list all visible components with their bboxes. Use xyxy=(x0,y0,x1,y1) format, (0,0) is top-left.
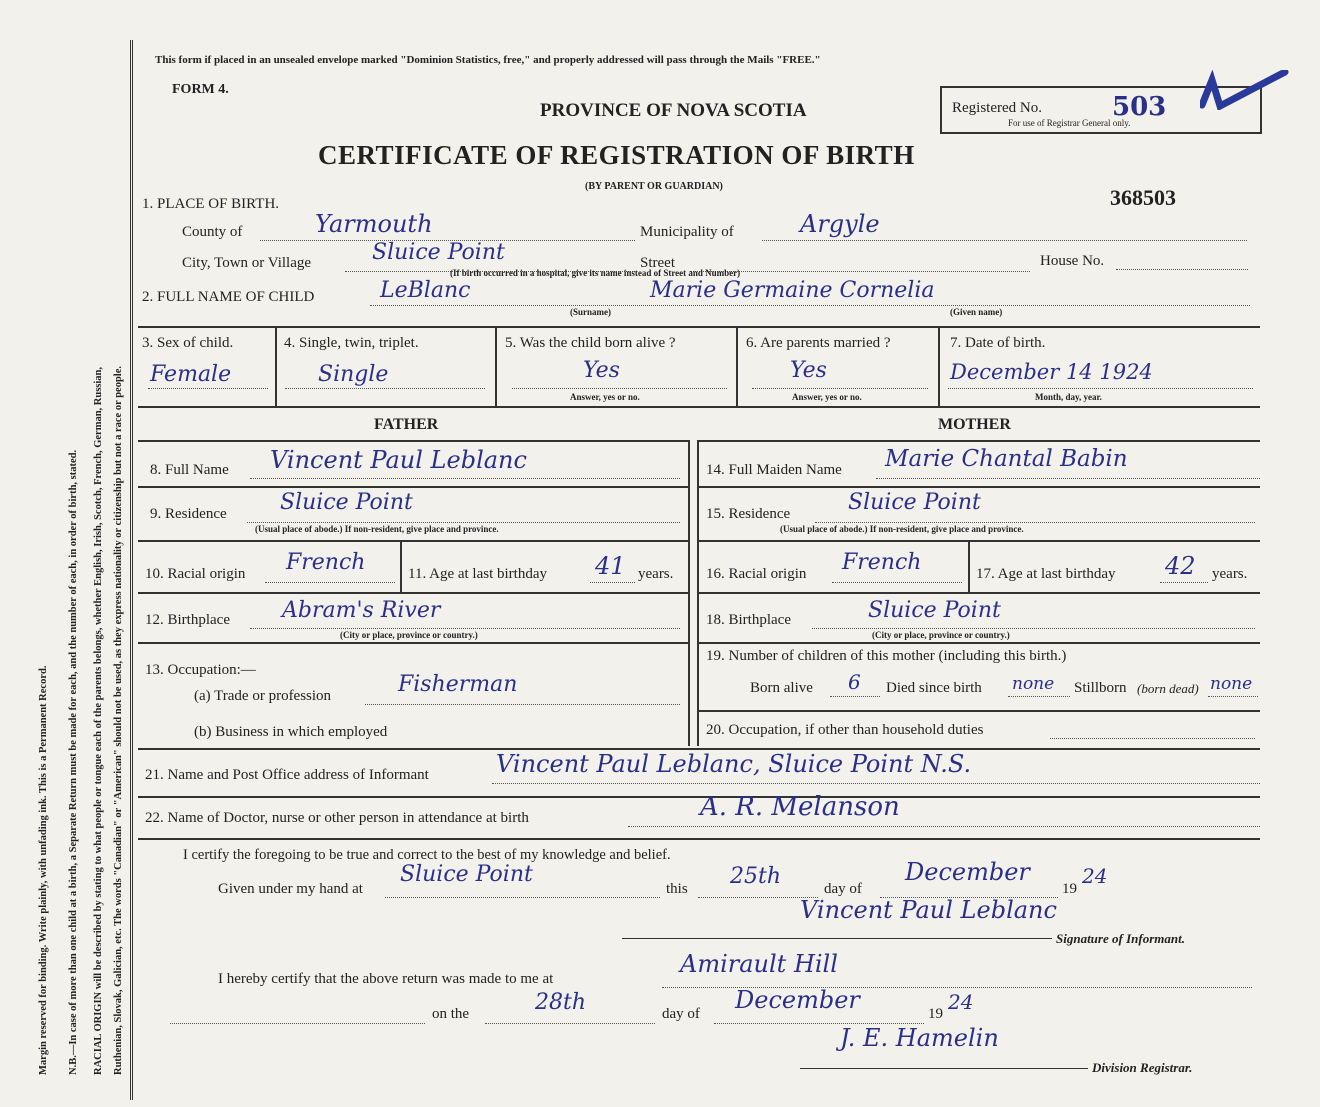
margin-note-2: N.B.—In case of more than one child at a birth, a Separate Return must be made for each, and the number of each, in order of birth, stated. xyxy=(68,449,79,1075)
father-age: 41 xyxy=(595,552,626,580)
margin-note-3: RACIAL ORIGIN will be described by stating to what people or tongue each of the parents belongs, whether English, Irish, Scotch, French, German, Russian, xyxy=(93,366,104,1075)
child-name-label: 2. FULL NAME OF CHILD xyxy=(142,289,315,305)
mother-birthplace-note: (City or place, province or country.) xyxy=(872,630,1010,640)
father-birthplace-label: 12. Birthplace xyxy=(145,612,230,628)
stillborn-note: (born dead) xyxy=(1137,681,1199,696)
mother-residence-note: (Usual place of abode.) If non-resident, give place and province. xyxy=(780,524,1024,534)
sex-label: 3. Sex of child. xyxy=(142,335,234,351)
on-the-label: on the xyxy=(432,1006,470,1022)
mother-age-label: 17. Age at last birthday xyxy=(976,566,1116,582)
county-label: County of xyxy=(182,224,243,240)
province-title: PROVINCE OF NOVA SCOTIA xyxy=(540,100,807,121)
born-alive-value: 6 xyxy=(848,670,861,694)
died-value: none xyxy=(1012,674,1055,694)
registered-value: 503 xyxy=(1112,92,1167,122)
doctor-value: A. R. Melanson xyxy=(700,792,900,822)
registrar-signature: J. E. Hamelin xyxy=(840,1024,999,1052)
certificate-title: CERTIFICATE OF REGISTRATION OF BIRTH xyxy=(318,140,915,170)
informant-signature: Vincent Paul Leblanc xyxy=(800,896,1057,924)
alive-label: 5. Was the child born alive ? xyxy=(505,335,676,351)
registrar-signature-label: Division Registrar. xyxy=(1092,1060,1193,1075)
this-label: this xyxy=(666,881,688,897)
mother-residence: Sluice Point xyxy=(848,490,981,515)
father-race: French xyxy=(286,550,366,575)
given-year-prefix: 19 xyxy=(1062,881,1077,897)
mother-heading: MOTHER xyxy=(938,416,1011,433)
father-residence-note: (Usual place of abode.) If non-resident, give place and province. xyxy=(255,524,499,534)
mother-children-label: 19. Number of children of this mother (including this birth.) xyxy=(706,648,1067,664)
house-label: House No. xyxy=(1040,253,1105,269)
father-race-label: 10. Racial origin xyxy=(145,566,246,582)
certificate-subtitle: (BY PARENT OR GUARDIAN) xyxy=(585,181,723,192)
married-value: Yes xyxy=(790,358,827,383)
father-birthplace: Abram's River xyxy=(282,598,441,623)
child-given-name: Marie Germaine Cornelia xyxy=(650,278,935,303)
hospital-note: (If birth occurred in a hospital, give its name instead of Street and Number) xyxy=(450,268,741,278)
given-month: December xyxy=(905,858,1030,886)
single-value: Single xyxy=(318,362,389,387)
stillborn-value: none xyxy=(1210,674,1253,694)
doctor-label: 22. Name of Doctor, nurse or other person in attendance at birth xyxy=(145,810,529,826)
mother-birthplace: Sluice Point xyxy=(868,598,1001,623)
died-label: Died since birth xyxy=(886,680,982,696)
county-value: Yarmouth xyxy=(315,210,433,238)
father-name-label: 8. Full Name xyxy=(150,462,229,478)
city-label: City, Town or Village xyxy=(182,255,312,271)
father-residence: Sluice Point xyxy=(280,490,413,515)
given-day: 25th xyxy=(730,864,782,889)
form-number: FORM 4. xyxy=(172,82,229,97)
stillborn-label: Stillborn xyxy=(1074,680,1127,696)
street-label: Street xyxy=(640,255,675,271)
registrar-day: 28th xyxy=(535,990,587,1015)
dob-label: 7. Date of birth. xyxy=(950,335,1046,351)
father-residence-label: 9. Residence xyxy=(150,506,227,522)
father-trade: Fisherman xyxy=(398,672,518,697)
margin-rule xyxy=(130,40,133,1100)
mother-age: 42 xyxy=(1165,552,1196,580)
married-note: Answer, yes or no. xyxy=(792,392,862,402)
registrar-year: 24 xyxy=(948,990,974,1014)
single-label: 4. Single, twin, triplet. xyxy=(284,335,419,351)
registrar-year-prefix: 19 xyxy=(928,1006,943,1022)
sex-value: Female xyxy=(150,362,232,387)
registrar-month: December xyxy=(735,986,860,1014)
margin-note-4: Ruthenian, Slovak, Galician, etc. The words "Canadian" or "American" should not be used, as they express nationality or citizenship but not a race or people. xyxy=(113,366,124,1075)
father-business-label: (b) Business in which employed xyxy=(194,724,388,740)
certify-statement: I certify the foregoing to be true and correct to the best of my knowledge and belief. xyxy=(183,847,671,863)
municipality-label: Municipality of xyxy=(640,224,734,240)
certificate-number: 368503 xyxy=(1110,185,1176,210)
mother-race-label: 16. Racial origin xyxy=(706,566,807,582)
father-occupation-label: 13. Occupation:— xyxy=(145,662,256,678)
mother-age-years: years. xyxy=(1212,566,1248,582)
dob-value: December 14 1924 xyxy=(950,360,1153,384)
given-label: Given under my hand at xyxy=(218,881,363,897)
mother-occupation-label: 20. Occupation, if other than household duties xyxy=(706,722,984,738)
mother-name: Marie Chantal Babin xyxy=(885,446,1128,472)
registered-label: Registered No. xyxy=(952,100,1042,116)
mother-residence-label: 15. Residence xyxy=(706,506,791,522)
father-age-label: 11. Age at last birthday xyxy=(408,566,547,582)
alive-note: Answer, yes or no. xyxy=(570,392,640,402)
mail-notice: This form if placed in an unsealed envelope marked "Dominion Statistics, free," and properly addressed will pass through the Mails "FREE." xyxy=(155,54,821,66)
informant-label: 21. Name and Post Office address of Informant xyxy=(145,767,429,783)
margin-note-1: Margin reserved for binding. Write plainly, with unfading ink. This is a Permanent Record. xyxy=(38,665,49,1075)
given-note: (Given name) xyxy=(950,307,1003,317)
place-heading: 1. PLACE OF BIRTH. xyxy=(142,196,280,212)
informant-signature-label: Signature of Informant. xyxy=(1056,931,1185,946)
mother-race: French xyxy=(842,550,922,575)
registered-note: For use of Registrar General only. xyxy=(1008,118,1131,128)
registrar-place: Amirault Hill xyxy=(680,950,838,978)
registrar-dayof-label: day of xyxy=(662,1006,700,1022)
father-age-years: years. xyxy=(638,566,674,582)
given-place: Sluice Point xyxy=(400,862,533,887)
born-alive-label: Born alive xyxy=(750,680,813,696)
pen-check-icon xyxy=(1200,70,1290,110)
married-label: 6. Are parents married ? xyxy=(746,335,891,351)
registrar-statement: I hereby certify that the above return was made to me at xyxy=(218,971,554,987)
surname-note: (Surname) xyxy=(570,307,611,317)
informant-value: Vincent Paul Leblanc, Sluice Point N.S. xyxy=(496,750,972,778)
mother-birthplace-label: 18. Birthplace xyxy=(706,612,791,628)
alive-value: Yes xyxy=(583,358,620,383)
father-heading: FATHER xyxy=(374,416,439,433)
father-birthplace-note: (City or place, province or country.) xyxy=(340,630,478,640)
mother-name-label: 14. Full Maiden Name xyxy=(706,462,842,478)
given-year: 24 xyxy=(1082,864,1108,888)
given-dayof-label: day of xyxy=(824,881,862,897)
city-value: Sluice Point xyxy=(372,240,505,265)
dob-note: Month, day, year. xyxy=(1035,392,1102,402)
father-name: Vincent Paul Leblanc xyxy=(270,446,527,474)
child-surname: LeBlanc xyxy=(380,278,471,303)
father-trade-label: (a) Trade or profession xyxy=(194,688,332,704)
municipality-value: Argyle xyxy=(800,210,880,238)
